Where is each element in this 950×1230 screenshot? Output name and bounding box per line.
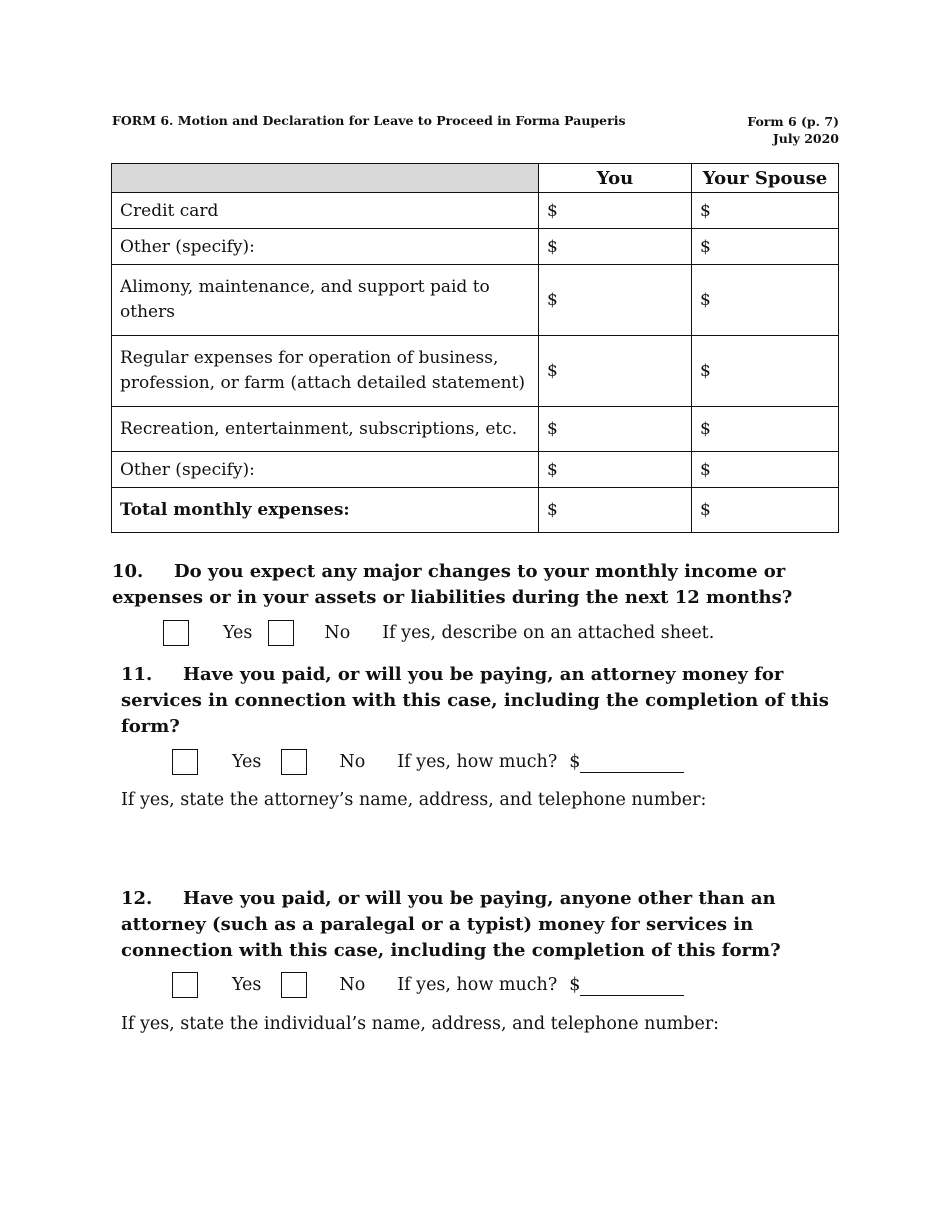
question-12-line-1 — [121, 886, 841, 912]
row-label-credit-card: Credit card — [112, 193, 539, 229]
table-row — [112, 452, 839, 488]
you-amount-field[interactable]: $ — [539, 193, 692, 229]
row-label-business-expenses: Regular expenses for operation of business, profession, or farm (attach detailed statement) — [112, 336, 539, 407]
table-header-row — [112, 164, 839, 193]
you-amount-field[interactable]: $ — [539, 229, 692, 265]
q11-no-label: No — [339, 752, 366, 772]
you-amount-field[interactable]: $ — [539, 336, 692, 407]
q10-yes-label: Yes — [223, 623, 253, 643]
you-amount-field[interactable]: $ — [539, 265, 692, 336]
q11-amount-field[interactable] — [580, 752, 684, 773]
question-10-options — [163, 618, 714, 648]
q12-yes-checkbox[interactable] — [172, 972, 198, 998]
row-label-recreation: Recreation, entertainment, subscriptions, etc. — [112, 407, 539, 452]
q10-note: If yes, describe on an attached sheet. — [382, 623, 715, 643]
question-11-options — [172, 747, 684, 777]
q12-currency: $ — [569, 975, 581, 995]
page-number: Form 6 (p. 7) — [747, 114, 839, 129]
table-row — [112, 229, 839, 265]
question-10-line-1 — [112, 559, 832, 585]
q11-currency: $ — [569, 752, 581, 772]
q12-no-label: No — [339, 975, 366, 995]
q11-yes-label: Yes — [232, 752, 262, 772]
table-row-total — [112, 488, 839, 533]
question-11 — [121, 662, 841, 740]
q10-no-label: No — [324, 623, 351, 643]
table-row — [112, 265, 839, 336]
q12-amount-field[interactable] — [580, 975, 684, 996]
q11-yes-checkbox[interactable] — [172, 749, 198, 775]
q12-amount-prompt: If yes, how much? — [397, 975, 558, 995]
spouse-amount-field[interactable]: $ — [692, 229, 839, 265]
table-row — [112, 407, 839, 452]
question-11-text-3: form? — [121, 716, 180, 737]
question-12-number: 12. — [121, 888, 153, 909]
question-11-number: 11. — [121, 664, 153, 685]
q10-no-checkbox[interactable] — [268, 620, 294, 646]
row-label-total: Total monthly expenses: — [112, 488, 539, 533]
question-12-options — [172, 970, 684, 1000]
table-row — [112, 193, 839, 229]
question-11-line-1 — [121, 662, 841, 688]
question-12-text-1: Have you paid, or will you be paying, anyone other than an — [183, 888, 776, 909]
header-blank-cell — [112, 164, 539, 193]
you-amount-field[interactable]: $ — [539, 407, 692, 452]
form-title: FORM 6. Motion and Declaration for Leave to Proceed in Forma Pauperis — [112, 113, 626, 128]
page-reference — [747, 113, 839, 147]
q12-followup: If yes, state the individual’s name, address, and telephone number: — [121, 1014, 720, 1034]
column-header-you: You — [539, 164, 692, 193]
question-12-text-3: connection with this case, including the completion of this form? — [121, 940, 781, 961]
q11-no-checkbox[interactable] — [281, 749, 307, 775]
q11-followup: If yes, state the attorney’s name, address, and telephone number: — [121, 790, 707, 810]
q11-amount-prompt: If yes, how much? — [397, 752, 558, 772]
table-row — [112, 336, 839, 407]
spouse-amount-field[interactable]: $ — [692, 452, 839, 488]
row-label-other-specify-2: Other (specify): — [112, 452, 539, 488]
question-10-number: 10. — [112, 561, 144, 582]
question-10-text-2: expenses or in your assets or liabilities during the next 12 months? — [112, 587, 793, 608]
question-10 — [112, 559, 832, 611]
spouse-amount-field[interactable]: $ — [692, 265, 839, 336]
column-header-spouse: Your Spouse — [692, 164, 839, 193]
q10-yes-checkbox[interactable] — [163, 620, 189, 646]
you-total-field[interactable]: $ — [539, 488, 692, 533]
q12-no-checkbox[interactable] — [281, 972, 307, 998]
q12-yes-label: Yes — [232, 975, 262, 995]
row-label-other-specify: Other (specify): — [112, 229, 539, 265]
form-date: July 2020 — [772, 131, 839, 146]
expenses-table — [111, 163, 839, 533]
spouse-total-field[interactable]: $ — [692, 488, 839, 533]
question-11-text-1: Have you paid, or will you be paying, an attorney money for — [183, 664, 784, 685]
question-11-text-2: services in connection with this case, including the completion of this — [121, 690, 829, 711]
spouse-amount-field[interactable]: $ — [692, 407, 839, 452]
row-label-alimony: Alimony, maintenance, and support paid to others — [112, 265, 539, 336]
question-12 — [121, 886, 841, 964]
you-amount-field[interactable]: $ — [539, 452, 692, 488]
spouse-amount-field[interactable]: $ — [692, 336, 839, 407]
question-10-text-1: Do you expect any major changes to your monthly income or — [174, 561, 786, 582]
question-12-text-2: attorney (such as a paralegal or a typist) money for services in — [121, 914, 754, 935]
spouse-amount-field[interactable]: $ — [692, 193, 839, 229]
